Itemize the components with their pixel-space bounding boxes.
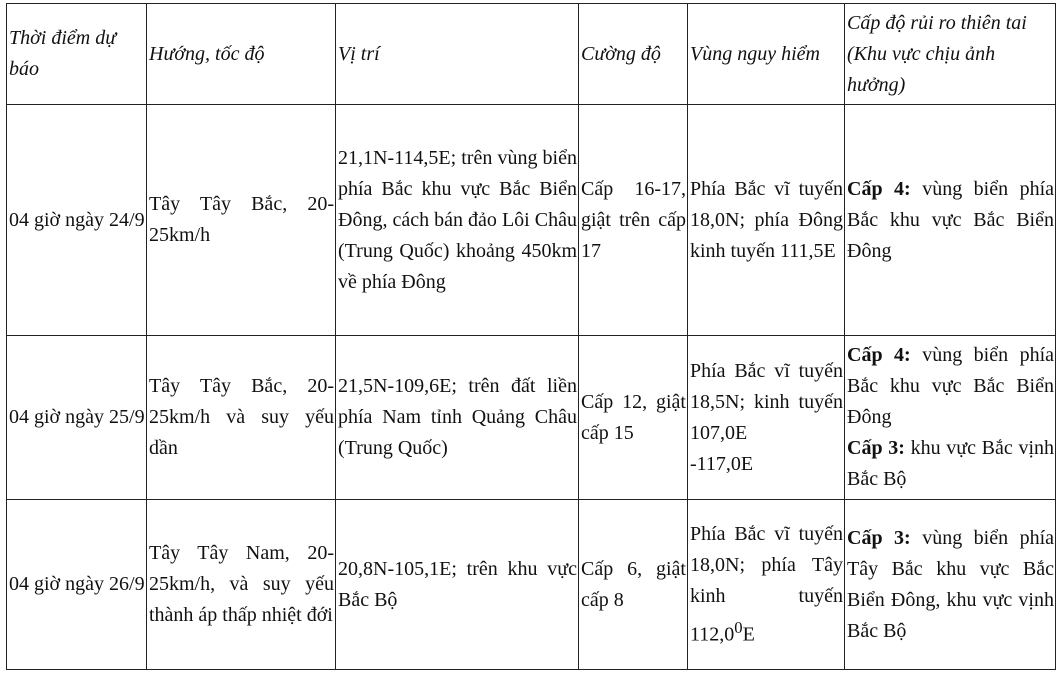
cell-intensity: Cấp 6, giật cấp 8 (579, 500, 688, 670)
risk-level-label: Cấp 3: (847, 437, 905, 459)
cell-intensity: Cấp 16-17, giật trên cấp 17 (579, 105, 688, 336)
risk-entry (847, 433, 1054, 495)
header-intensity: Cường độ (579, 4, 688, 105)
header-position: Vị trí (336, 4, 579, 105)
risk-level-label: Cấp 3: (847, 526, 911, 549)
risk-area-text: vùng biển phía Bắc khu vực Bắc Biển Đông (847, 177, 1054, 262)
header-direction-speed: Hướng, tốc độ (147, 4, 336, 105)
risk-area-text: vùng biển phía Tây Bắc khu vực Bắc Biển Đông, khu vực vịnh Bắc Bộ (847, 526, 1054, 642)
danger-zone-unit: E (742, 623, 755, 646)
table-row (7, 105, 1056, 336)
forecast-table (6, 3, 1056, 670)
table-header-row (7, 4, 1056, 105)
cell-direction: Tây Tây Nam, 20-25km/h, và suy yếu thành áp thấp nhiệt đới (147, 500, 336, 670)
risk-area-text: vùng biển phía Bắc khu vực Bắc Biển Đông (847, 344, 1054, 428)
header-risk-level: Cấp độ rủi ro thiên tai (Khu vực chịu ảnh hưởng) (845, 4, 1056, 105)
danger-zone-text: Phía Bắc vĩ tuyến 18,5N; kinh tuyến 107,0E (690, 359, 843, 444)
table-row (7, 336, 1056, 500)
degree-superscript: 0 (734, 617, 743, 637)
risk-entry (847, 344, 1054, 428)
cell-time: 04 giờ ngày 24/9 (7, 105, 147, 336)
risk-area-text: khu vực Bắc vịnh Bắc Bộ (847, 437, 1054, 490)
cell-time: 04 giờ ngày 25/9 (7, 336, 147, 500)
table-row (7, 500, 1056, 670)
danger-zone-text-continued: -117,0E (690, 452, 754, 475)
cell-direction: Tây Tây Bắc, 20-25km/h (147, 105, 336, 336)
header-forecast-time: Thời điểm dự báo (7, 4, 147, 105)
danger-zone-text: Phía Bắc vĩ tuyến 18,0N; phía Tây kinh tuyến 112,0 (690, 522, 843, 646)
cell-position: 21,5N-109,6E; trên đất liền phía Nam tỉnh Quảng Châu (Trung Quốc) (336, 336, 579, 500)
cell-danger-zone (688, 500, 845, 670)
cell-direction: Tây Tây Bắc, 20-25km/h và suy yếu dần (147, 336, 336, 500)
cell-time: 04 giờ ngày 26/9 (7, 500, 147, 670)
cell-intensity: Cấp 12, giật cấp 15 (579, 336, 688, 500)
cell-risk-level (845, 105, 1056, 336)
cell-danger-zone: Phía Bắc vĩ tuyến 18,0N; phía Đông kinh tuyến 111,5E (688, 105, 845, 336)
risk-level-label: Cấp 4: (847, 177, 911, 200)
cell-risk-level (845, 500, 1056, 670)
header-danger-zone: Vùng nguy hiểm (688, 4, 845, 105)
cell-danger-zone (688, 336, 845, 500)
cell-position: 21,1N-114,5E; trên vùng biển phía Bắc khu vực Bắc Biển Đông, cách bán đảo Lôi Châu (Trung Quốc) khoảng 450km về phía Đông (336, 105, 579, 336)
cell-risk-level (845, 336, 1056, 500)
cell-position: 20,8N-105,1E; trên khu vực Bắc Bộ (336, 500, 579, 670)
risk-level-label: Cấp 4: (847, 344, 911, 366)
